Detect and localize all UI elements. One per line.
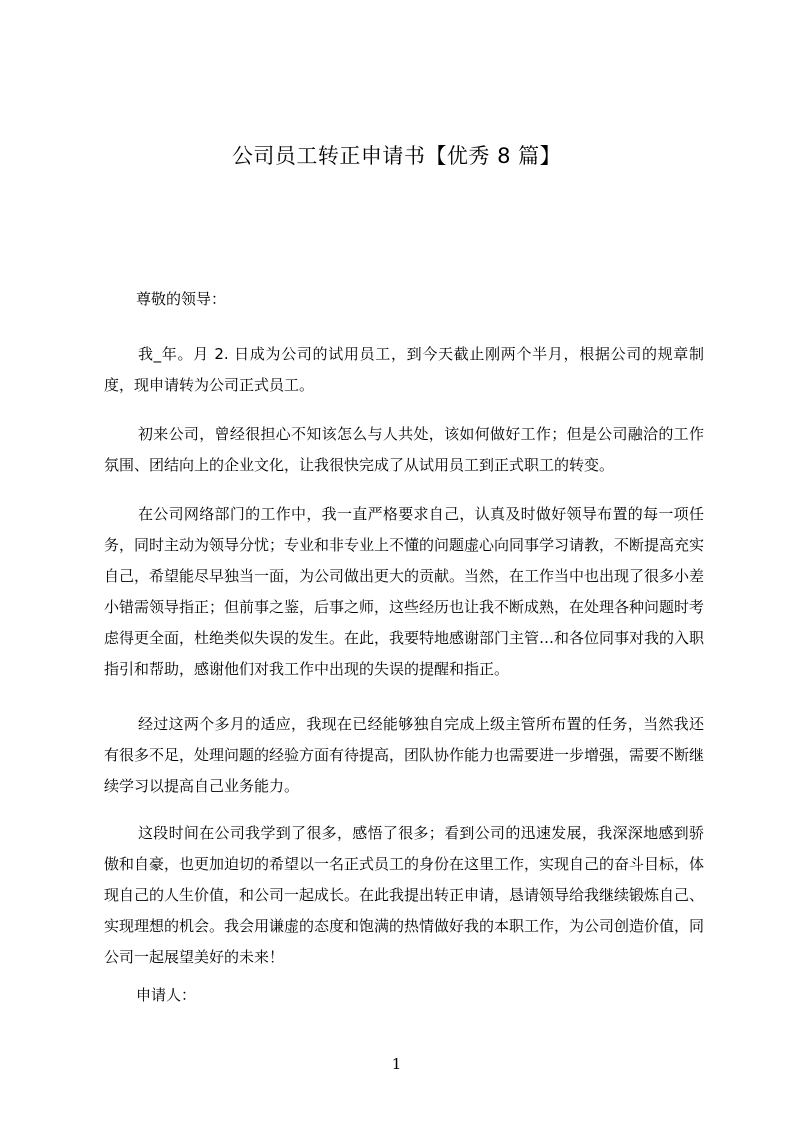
page-number: 1 [391,1055,402,1073]
paragraph-text: 我_年。月 2. 日成为公司的试用员工，到今天截止刚两个半月，根据公司的规章制度，现申请转为公司正式员工。 [104,345,704,394]
paragraph-text: 经过这两个多月的适应，我现在已经能够独自完成上级主管所布置的任务，当然我还有很多不足，处理问题的经验方面有待提高，团队协作能力也需要进一步增强，需要不断继续学习以提高自己业务能力。 [104,715,705,795]
paragraph-text: 这段时间在公司我学到了很多，感悟了很多；看到公司的迅速发展，我深深地感到骄傲和自豪，也更加迫切的希望以一名正式员工的身份在这里工作，实现自己的奋斗目标，体现自己的人生价值，和公司一起成长。在此我提出转正申请，恳请领导给我继续锻炼自己、实现理想的机会。我会用谦虚的态度和饱满的热情做好我的本职工作，为公司创造价值，同公司一起展望美好的未来！ [104,824,705,966]
salutation [104,284,736,315]
signature-label: 申请人： [136,986,197,1004]
paragraph-3 [104,499,704,685]
signature-block [104,980,736,1011]
document-title: 公司员工转正申请书【优秀 8 篇】 [231,144,562,168]
paragraph-2 [104,419,704,481]
paragraph-1 [104,339,704,401]
salutation-text: 尊敬的领导： [136,290,227,308]
paragraph-text: 在公司网络部门的工作中，我一直严格要求自己，认真及时做好领导布置的每一项任务，同时主动为领导分忧；专业和非专业上不懂的问题虚心向同事学习请教，不断提高充实自己，希望能尽早独当一面，为公司做出更大的贡献。当然，在工作当中也出现了很多小差小错需领导指正；但前事之鉴，后事之师，这些经历也让我不断成熟，在处理各种问题时考虑得更全面，杜绝类似失误的发生。在此，我要特地感谢部门主管…和各位同事对我的入职指引和帮助，感谢他们对我工作中出现的失误的提醒和指正。 [104,505,705,678]
paragraph-5 [104,818,704,973]
paragraph-4 [104,709,704,802]
paragraph-text: 初来公司，曾经很担心不知该怎么与人共处，该如何做好工作；但是公司融洽的工作氛围、团结向上的企业文化，让我很快完成了从试用员工到正式职工的转变。 [104,425,704,474]
